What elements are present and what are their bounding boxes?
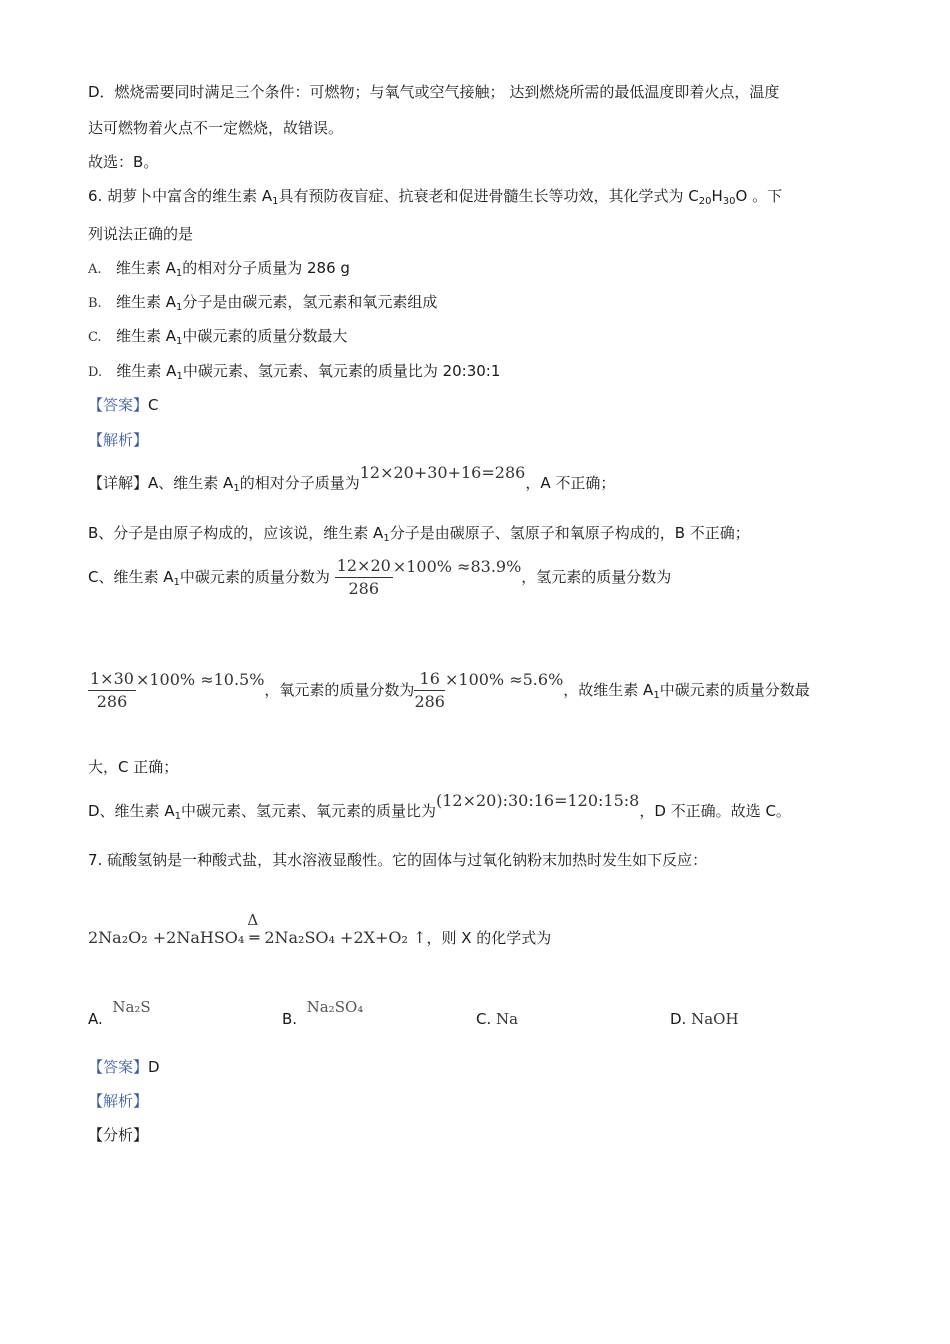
- q6-detail-d: D、维生素 $A_1$中碳元素、氢元素、氧元素的质量比为(12×20):30:16=120:15:8，D 不正确。故选 C。: [88, 791, 791, 822]
- q7-analysis-tag: 【解析】: [88, 1092, 149, 1110]
- q7-option-d: D. NaOH: [670, 1010, 739, 1028]
- q7-stem: 7. 硫酸氢钠是一种酸式盐，其水溶液显酸性。它的固体与过氧化钠粉末加热时发生如下反应：: [88, 851, 708, 869]
- q6-detail-h-o: $\frac{1\times 30}{286}$ ×100% ≈10.5%，氧元素的质量分数为 $\frac{16}{286}$ ×100% ≈5.6%，故维生素 $A_1$中碳元素的质量分数最: [90, 669, 810, 711]
- q6-stem: 6. 胡萝卜中富含的维生素 $A_1$具有预防夜盲症、抗衰老和促进骨髓生长等功效，其化学式为 $C_{20}H_{30}O$ 。下: [88, 187, 783, 207]
- q7-option-c: C. Na: [476, 1010, 519, 1028]
- q7-option-a: A. Na₂S: [88, 998, 151, 1028]
- q6-answer: 【答案】C: [88, 396, 159, 414]
- q6-option-a: A. 维生素 $A_1$的相对分子质量为 286 g: [88, 259, 350, 279]
- q6-c-conclude: 大，C 正确；: [88, 758, 179, 776]
- q6-stem-line2: 列说法正确的是: [88, 225, 194, 243]
- q6-analysis-tag: 【解析】: [88, 431, 149, 449]
- q5-d-line1: D．燃烧需要同时满足三个条件：可燃物；与氧气或空气接触； 达到燃烧所需的最低温度即着火点，温度: [88, 83, 780, 101]
- q6-option-b: B. 维生素 $A_1$分子是由碳元素，氢元素和氧元素组成: [88, 293, 438, 313]
- q5-d-line2: 达可燃物着火点不一定燃烧，故错误。: [88, 119, 344, 137]
- q6-option-c: C. 维生素 $A_1$中碳元素的质量分数最大: [88, 327, 348, 347]
- hydrogen-fraction: $\frac{1\times 30}{286}$: [90, 669, 134, 711]
- q6-detail-b: B、分子是由原子构成的，应该说，维生素 $A_1$分子是由碳原子、氢原子和氧原子构成的，B 不正确；: [88, 524, 750, 544]
- carbon-fraction: $\frac{12\times 20}{286}$: [336, 556, 391, 598]
- q7-fenxi-tag: 【分析】: [88, 1126, 149, 1144]
- q6-detail-a: 【详解】A、维生素 $A_1$的相对分子质量为12×20+30+16=286，A 不正确；: [88, 463, 616, 494]
- oxygen-fraction: $\frac{16}{286}$: [414, 669, 445, 711]
- q6-detail-c: C、维生素 $A_1$中碳元素的质量分数为 $\frac{12\times 20}{286}$ ×100% ≈83.9%，氢元素的质量分数为: [88, 556, 672, 598]
- q7-equation: 2Na₂O₂ +2NaHSO₄ Δ ═ 2Na₂SO₄ +2X+O₂ ↑，则 X 的化学式为: [88, 911, 552, 947]
- q7-answer: 【答案】D: [88, 1058, 160, 1076]
- q6-option-d: D. 维生素 $A_1$中碳元素、氢元素、氧元素的质量比为 20:30:1: [88, 362, 501, 382]
- q5-choice: 故选：B。: [88, 153, 159, 171]
- q7-option-b: B. Na₂SO₄: [282, 998, 364, 1028]
